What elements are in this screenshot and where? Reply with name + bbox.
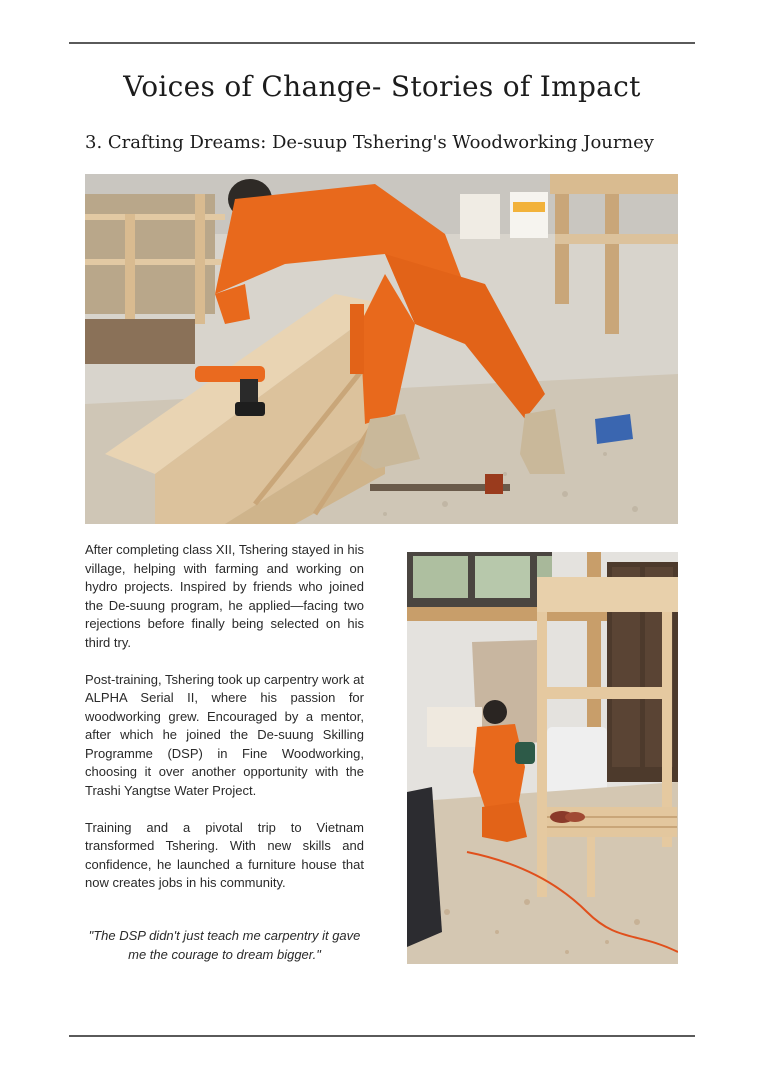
top-divider <box>69 42 695 44</box>
pull-quote: "The DSP didn't just teach me carpentry it gave me the courage to dream bigger." <box>88 928 361 962</box>
section-title: 3. Crafting Dreams: De-suup Tshering's Woodworking Journey <box>85 132 654 153</box>
story-body <box>85 541 364 911</box>
page-title: Voices of Change- Stories of Impact <box>123 70 641 103</box>
sanding-photo <box>407 552 678 964</box>
paragraph: After completing class XII, Tshering stayed in his village, helping with farming and working on hydro projects. Inspired by friends who joined the De-suung program, he applied—facing two rejections before finally being selected on his third try. <box>85 542 364 650</box>
paragraph: Post-training, Tshering took up carpentry work at ALPHA Serial II, where his passion for woodworking grew. Encouraged by a mentor, after which he joined the De-suung Skilling Programme (DSP) in Fine Woodworking, choosing it over another opportunity with the Trashi Yangtse Water Project. <box>85 671 364 798</box>
workshop-photo <box>85 174 678 524</box>
bottom-divider <box>69 1035 695 1037</box>
paragraph: Training and a pivotal trip to Vietnam transformed Tshering. With new skills and confidence, he launched a furniture house that now creates jobs in his community. <box>85 819 364 890</box>
